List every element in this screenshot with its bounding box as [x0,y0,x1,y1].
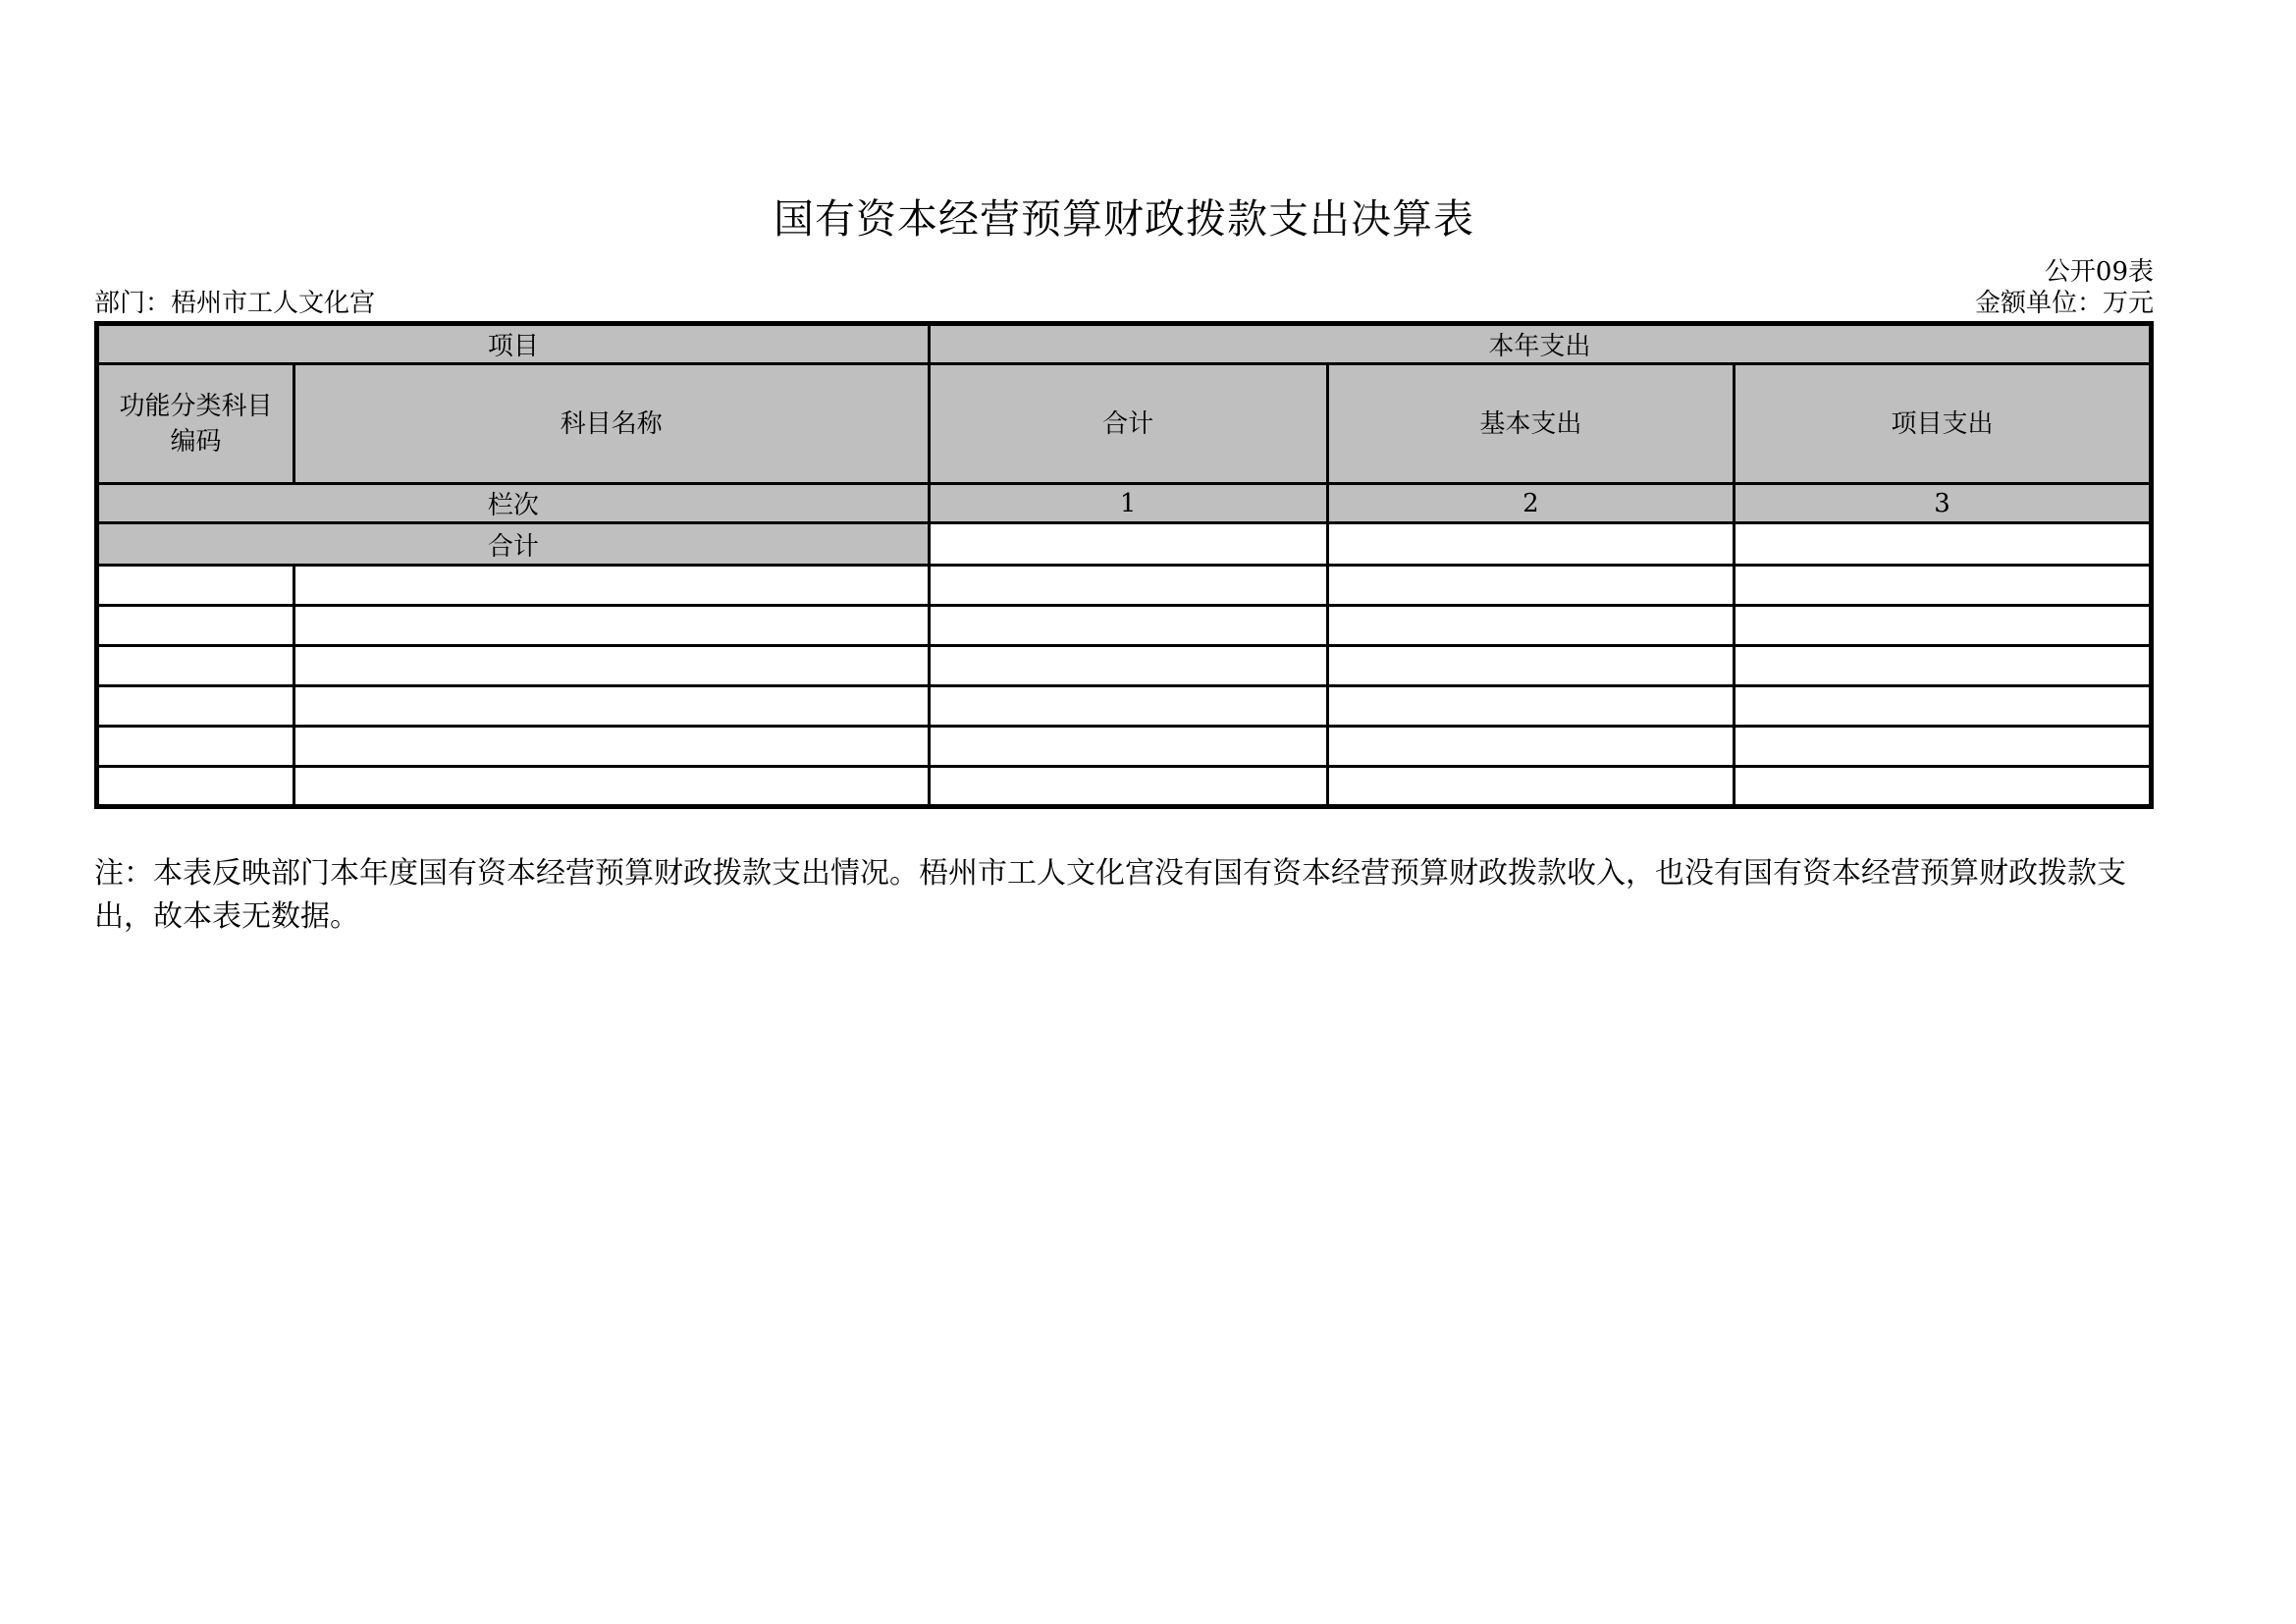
table-row-empty [97,727,2152,767]
table-cell-empty [294,767,929,807]
table-cell-empty [1735,606,2152,646]
table-code-label: 公开09表 [2044,257,2154,287]
unit-label: 金额单位：万元 [1974,289,2154,318]
document-page [94,0,2154,939]
table-row-empty [97,686,2152,727]
table-cell-empty [97,566,294,606]
table-cell-empty [97,686,294,727]
table-row-empty [97,646,2152,686]
table-row-empty [97,767,2152,807]
table-cell-empty [929,606,1327,646]
total-value-total [929,523,1327,566]
meta-row [94,289,2154,321]
table-cell-empty [929,686,1327,727]
header-subject-name: 科目名称 [294,364,929,484]
budget-table [94,321,2154,809]
table-cell-empty [1327,606,1734,646]
header-total: 合计 [929,364,1327,484]
document-title: 国有资本经营预算财政拨款支出决算表 [774,195,1474,243]
table-cell-empty [1735,767,2152,807]
table-cell-empty [294,686,929,727]
table-cell-empty [1735,646,2152,686]
table-cell-empty [97,727,294,767]
table-cell-empty [929,566,1327,606]
table-row-empty [97,606,2152,646]
table-body [97,523,2152,807]
department-label: 部门：梧州市工人文化宫 [94,289,376,318]
total-value-project [1735,523,2152,566]
table-cell-empty [929,646,1327,686]
table-row-empty [97,566,2152,606]
table-cell-empty [97,767,294,807]
table-cell-empty [929,727,1327,767]
column-index-1: 1 [929,484,1327,523]
table-cell-empty [294,606,929,646]
header-columns-row [97,364,2152,484]
column-index-row [97,484,2152,523]
header-group-row [97,324,2152,364]
table-cell-empty [294,566,929,606]
header-basic-expenditure: 基本支出 [1327,364,1734,484]
table-cell-empty [97,606,294,646]
table-cell-empty [1735,686,2152,727]
table-cell-empty [294,727,929,767]
header-project-group: 项目 [97,324,930,364]
table-cell-empty [1735,566,2152,606]
total-value-basic [1327,523,1734,566]
table-cell-empty [929,767,1327,807]
column-index-3: 3 [1735,484,2152,523]
table-cell-empty [1327,646,1734,686]
table-cell-empty [1327,727,1734,767]
table-cell-empty [1327,767,1734,807]
column-index-2: 2 [1327,484,1734,523]
header-function-code: 功能分类科目编码 [97,364,294,484]
table-cell-empty [97,646,294,686]
table-cell-empty [1327,686,1734,727]
header-project-expenditure: 项目支出 [1735,364,2152,484]
table-cell-empty [1327,566,1734,606]
header-year-expenditure-group: 本年支出 [929,324,2151,364]
table-cell-empty [294,646,929,686]
column-index-label: 栏次 [97,484,930,523]
table-cell-empty [1735,727,2152,767]
note-text: 注：本表反映部门本年度国有资本经营预算财政拨款支出情况。梧州市工人文化宫没有国有资本经营预算财政拨款收入，也没有国有资本经营预算财政拨款支出，故本表无数据。 [94,856,2126,934]
total-row [97,523,2152,566]
total-row-label: 合计 [97,523,930,566]
